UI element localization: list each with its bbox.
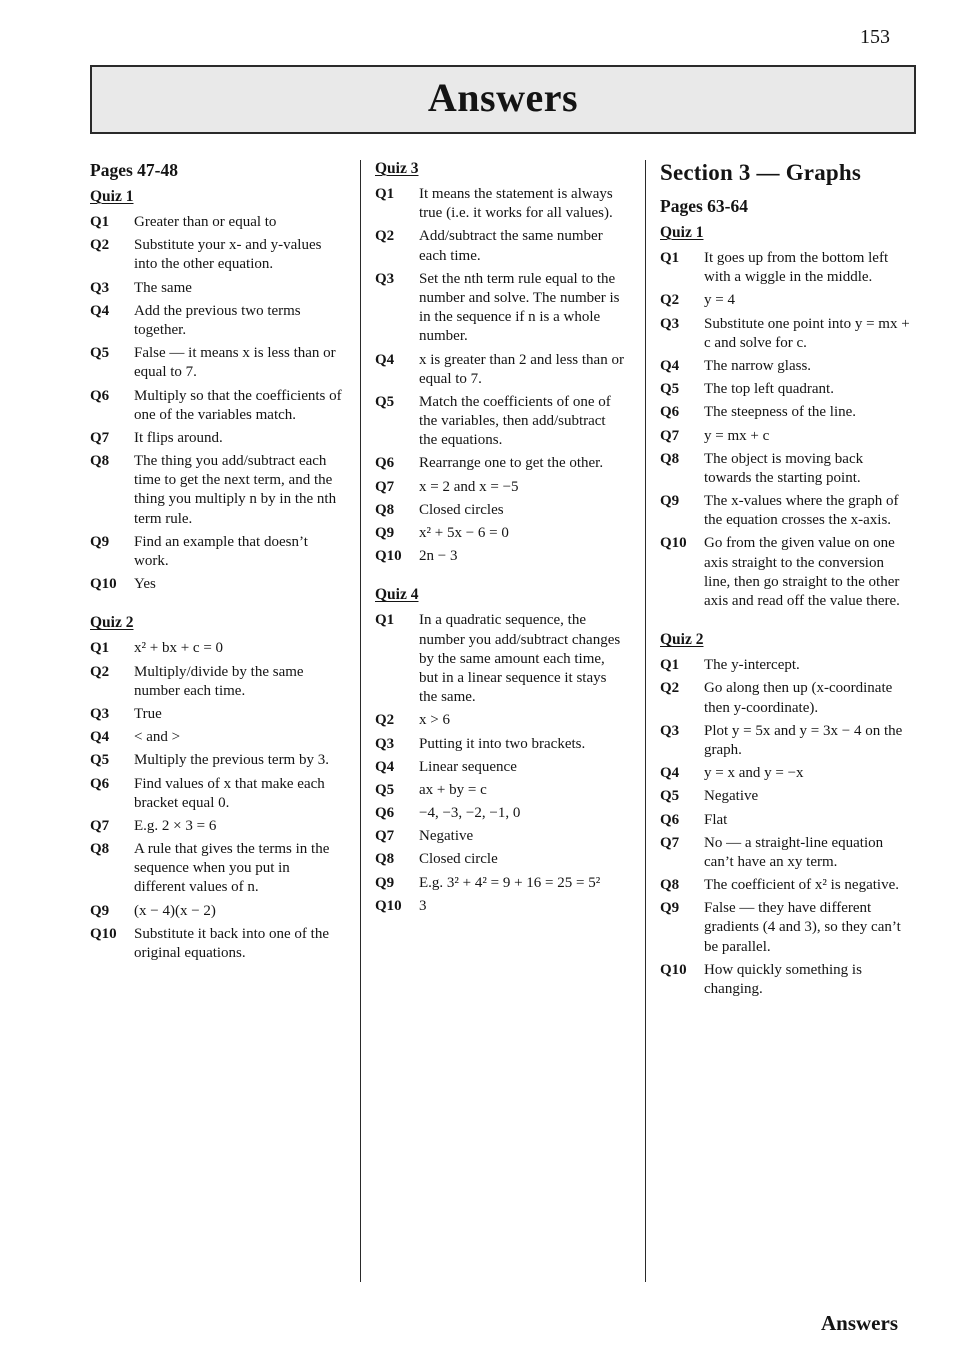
answer-row <box>375 850 631 869</box>
question-number: Q4 <box>90 729 110 746</box>
answer-text: x² + 5x − 6 = 0 <box>419 525 509 541</box>
answer-row <box>90 751 346 770</box>
answer-text: Rearrange one to get the other. <box>419 455 604 472</box>
question-number: Q8 <box>90 841 110 858</box>
question-number: Q9 <box>90 533 110 550</box>
question-number: Q6 <box>90 775 110 792</box>
question-number: Q9 <box>375 874 395 891</box>
answer-text: 3 <box>419 897 427 914</box>
answer-row <box>660 722 916 760</box>
question-number: Q10 <box>660 961 687 978</box>
question-number: Q10 <box>90 576 117 593</box>
question-number: Q8 <box>375 501 395 518</box>
page-number: 153 <box>860 26 890 48</box>
answer-row <box>90 817 346 836</box>
question-number: Q1 <box>90 214 110 230</box>
answer-row <box>660 357 916 376</box>
answer-text: Multiply the previous term by 3. <box>134 752 329 769</box>
answer-text: Go along then up (x-coordinate then y-coordinate). <box>704 680 893 716</box>
answer-row <box>375 804 631 823</box>
answer-text: < and > <box>134 729 181 746</box>
answer-text: The narrow glass. <box>704 357 812 374</box>
answer-text: The steepness of the line. <box>704 404 857 421</box>
answer-row <box>660 679 916 717</box>
question-number: Q10 <box>660 535 687 552</box>
question-number: Q5 <box>660 788 680 805</box>
question-number: Q9 <box>375 525 395 541</box>
quiz-items <box>660 249 916 611</box>
answer-text: Add/subtract the same number each time. <box>419 228 603 264</box>
answer-row <box>375 827 631 846</box>
quiz-block <box>375 586 631 916</box>
question-number: Q6 <box>90 387 110 404</box>
answer-row <box>660 492 916 530</box>
quiz-label: Quiz 2 <box>660 631 704 649</box>
answer-row <box>375 781 631 800</box>
quiz-items <box>660 656 916 999</box>
answer-row <box>90 387 346 425</box>
answer-text: x² + bx + c = 0 <box>134 640 224 657</box>
answer-text: x is greater than 2 and less than or equal to 7. <box>419 351 624 387</box>
answer-row <box>660 315 916 353</box>
question-number: Q10 <box>375 897 402 914</box>
question-number: Q8 <box>660 450 680 467</box>
question-number: Q7 <box>660 834 680 851</box>
quiz-block <box>660 631 916 999</box>
question-number: Q2 <box>375 712 395 729</box>
answer-text: −4, −3, −2, −1, 0 <box>419 805 521 822</box>
answer-row <box>375 393 631 451</box>
answer-row <box>375 185 631 223</box>
answer-text: False — it means x is less than or equal to 7. <box>134 345 336 381</box>
answer-text: It flips around. <box>134 429 223 446</box>
answer-text: No — a straight-line equation can’t have an xy term. <box>704 834 884 870</box>
answer-row <box>660 249 916 287</box>
answer-row <box>90 575 346 594</box>
question-number: Q7 <box>375 828 395 845</box>
answer-text: The top left quadrant. <box>704 381 834 398</box>
answer-text: Match the coefficients of one of the variables, then add/subtract the equations. <box>419 393 611 449</box>
question-number: Q5 <box>90 345 110 362</box>
question-number: Q6 <box>660 811 680 828</box>
question-number: Q3 <box>375 735 395 752</box>
quiz-block <box>90 188 346 594</box>
answer-row <box>375 454 631 473</box>
answer-row <box>375 611 631 707</box>
question-number: Q4 <box>375 351 395 368</box>
answer-text: E.g. 2 × 3 = 6 <box>134 817 217 834</box>
question-number: Q2 <box>90 663 110 680</box>
answer-text: x > 6 <box>419 712 450 729</box>
answer-text: Add the previous two terms together. <box>134 302 301 338</box>
answer-row <box>90 663 346 701</box>
answer-row <box>375 227 631 265</box>
columns <box>90 160 916 1282</box>
question-number: Q3 <box>90 705 110 722</box>
answer-row <box>375 524 631 543</box>
answer-row <box>375 478 631 497</box>
answer-text: Flat <box>704 811 728 828</box>
answer-row <box>90 533 346 571</box>
answer-text: Negative <box>419 828 474 845</box>
answer-text: In a quadratic sequence, the number you add/subtract changes by the same amount each time, but in a linear sequence it stays the same. <box>419 612 621 706</box>
question-number: Q4 <box>90 302 110 319</box>
answer-text: x = 2 and x = −5 <box>419 478 519 495</box>
quiz-block <box>660 224 916 611</box>
quiz-items <box>375 185 631 566</box>
answer-row <box>375 547 631 566</box>
question-number: Q9 <box>660 493 680 510</box>
answer-text: Yes <box>134 576 156 593</box>
answer-row <box>660 876 916 895</box>
answer-row <box>90 705 346 724</box>
answer-text: True <box>134 705 162 722</box>
question-number: Q8 <box>90 453 110 470</box>
answer-row <box>90 236 346 274</box>
question-number: Q3 <box>90 279 110 296</box>
answer-row <box>660 961 916 999</box>
question-number: Q1 <box>375 612 395 629</box>
answer-row <box>375 501 631 520</box>
answer-row <box>375 874 631 893</box>
question-number: Q6 <box>660 404 680 421</box>
answer-text: 2n − 3 <box>419 548 458 565</box>
answer-text: A rule that gives the terms in the sequence when you put in different values of n. <box>134 841 330 896</box>
page-title: Answers <box>427 75 579 120</box>
answer-row <box>90 213 346 232</box>
answer-text: Closed circle <box>419 851 498 868</box>
answer-row <box>90 344 346 382</box>
question-number: Q8 <box>375 851 395 868</box>
answer-text: Substitute it back into one of the original equations. <box>134 925 329 961</box>
answer-row <box>660 834 916 872</box>
question-number: Q2 <box>375 228 395 245</box>
question-number: Q1 <box>90 640 110 657</box>
answer-row <box>660 656 916 675</box>
answer-text: y = x and y = −x <box>704 765 804 782</box>
question-number: Q3 <box>375 270 395 287</box>
answer-row <box>660 380 916 399</box>
question-number: Q10 <box>375 548 402 565</box>
question-number: Q1 <box>375 186 395 202</box>
answer-text: Plot y = 5x and y = 3x − 4 on the graph. <box>704 722 903 758</box>
answer-row <box>660 534 916 611</box>
answer-row <box>375 735 631 754</box>
answer-row <box>90 775 346 813</box>
question-number: Q5 <box>375 781 395 798</box>
answer-row <box>90 639 346 658</box>
answer-row <box>660 899 916 957</box>
question-number: Q3 <box>660 315 680 332</box>
answer-text: The x-values where the graph of the equation crosses the x-axis. <box>704 493 899 529</box>
answer-text: The thing you add/subtract each time to get the next term, and the thing you multiply n by in the nth term rule. <box>134 453 337 527</box>
answer-text: The same <box>134 279 192 296</box>
question-number: Q10 <box>90 925 117 942</box>
question-number: Q3 <box>660 722 680 739</box>
answer-text: The object is moving back towards the starting point. <box>704 450 864 486</box>
answer-text: It goes up from the bottom left with a wiggle in the middle. <box>704 250 889 286</box>
column-content <box>375 160 631 916</box>
question-number: Q9 <box>90 902 110 919</box>
question-number: Q4 <box>375 758 395 775</box>
question-number: Q4 <box>660 765 680 782</box>
answer-text: Set the nth term rule equal to the number and solve. The number is in the sequence if n is a whole number. <box>419 270 620 345</box>
answer-row <box>90 728 346 747</box>
answer-text: Substitute your x- and y-values into the other equation. <box>134 237 322 273</box>
answer-row <box>90 902 346 921</box>
question-number: Q5 <box>375 393 395 410</box>
answer-text: Greater than or equal to <box>134 214 277 230</box>
answer-row <box>90 429 346 448</box>
answer-row <box>660 403 916 422</box>
column-divider <box>360 160 361 1282</box>
answer-row <box>375 351 631 389</box>
question-number: Q2 <box>660 292 680 309</box>
question-number: Q1 <box>660 657 680 674</box>
answer-row <box>90 840 346 898</box>
question-number: Q8 <box>660 877 680 894</box>
answer-column <box>90 160 346 1282</box>
answer-text: (x − 4)(x − 2) <box>134 902 216 919</box>
answer-column <box>660 160 916 1282</box>
answer-text: Find values of x that make each bracket equal 0. <box>134 775 325 811</box>
answer-text: False — they have different gradients (4 and 3), so they can’t be parallel. <box>704 900 901 955</box>
question-number: Q7 <box>90 817 110 834</box>
answer-text: How quickly something is changing. <box>704 961 862 997</box>
footer-label: Answers <box>821 1311 898 1335</box>
quiz-items <box>90 639 346 963</box>
answer-row <box>90 279 346 298</box>
answer-text: Linear sequence <box>419 758 517 775</box>
answer-row <box>90 452 346 529</box>
answer-text: Substitute one point into y = mx + c and solve for c. <box>704 315 910 351</box>
answer-text: Putting it into two brackets. <box>419 735 586 752</box>
question-number: Q9 <box>660 900 680 917</box>
answer-row <box>375 270 631 347</box>
answer-text: The y-intercept. <box>704 657 800 674</box>
question-number: Q5 <box>90 752 110 769</box>
quiz-block <box>375 160 631 566</box>
answer-text: y = mx + c <box>704 427 770 444</box>
column-divider <box>645 160 646 1282</box>
question-number: Q7 <box>90 429 110 446</box>
answer-row <box>660 811 916 830</box>
question-number: Q4 <box>660 357 680 374</box>
column-content <box>90 160 346 963</box>
column-content <box>660 160 916 999</box>
question-number: Q7 <box>375 478 395 495</box>
quiz-block <box>90 614 346 963</box>
pages-heading: Pages 47-48 <box>90 160 178 180</box>
quiz-items <box>90 213 346 594</box>
question-number: Q6 <box>375 455 395 472</box>
question-number: Q2 <box>90 237 110 254</box>
question-number: Q5 <box>660 381 680 398</box>
answer-row <box>660 291 916 310</box>
answer-text: Multiply so that the coefficients of one of the variables match. <box>134 387 342 423</box>
question-number: Q7 <box>660 427 680 444</box>
quiz-label: Quiz 2 <box>90 614 134 632</box>
answer-text: y = 4 <box>704 292 735 309</box>
answer-text: Closed circles <box>419 501 504 518</box>
question-number: Q2 <box>660 680 680 697</box>
answer-row <box>375 711 631 730</box>
answer-text: It means the statement is always true (i.e. it works for all values). <box>419 186 613 222</box>
answer-text: Multiply/divide by the same number each time. <box>134 663 304 699</box>
answer-row <box>660 787 916 806</box>
answer-text: ax + by = c <box>419 781 487 798</box>
answer-text: Find an example that doesn’t work. <box>134 533 308 569</box>
answer-row <box>660 427 916 446</box>
answer-text: Go from the given value on one axis straight to the conversion line, then go straight to the other axis and read off the value there. <box>704 535 900 609</box>
answer-row <box>660 764 916 783</box>
answer-row <box>375 897 631 916</box>
answer-row <box>660 450 916 488</box>
quiz-label: Quiz 1 <box>660 224 704 241</box>
quiz-label: Quiz 1 <box>90 188 134 205</box>
answer-text: Negative <box>704 788 759 805</box>
title-box <box>90 65 916 134</box>
quiz-items <box>375 611 631 916</box>
answer-text: E.g. 3² + 4² = 9 + 16 = 25 = 5² <box>419 874 601 891</box>
question-number: Q6 <box>375 805 395 822</box>
quiz-label: Quiz 3 <box>375 160 419 177</box>
answer-row <box>90 302 346 340</box>
answer-text: The coefficient of x² is negative. <box>704 877 899 894</box>
answer-row <box>90 925 346 963</box>
section-heading: Section 3 — Graphs <box>660 160 862 185</box>
question-number: Q1 <box>660 250 680 266</box>
quiz-label: Quiz 4 <box>375 586 419 604</box>
pages-heading: Pages 63-64 <box>660 196 748 216</box>
answer-row <box>375 758 631 777</box>
answer-column <box>375 160 631 1282</box>
